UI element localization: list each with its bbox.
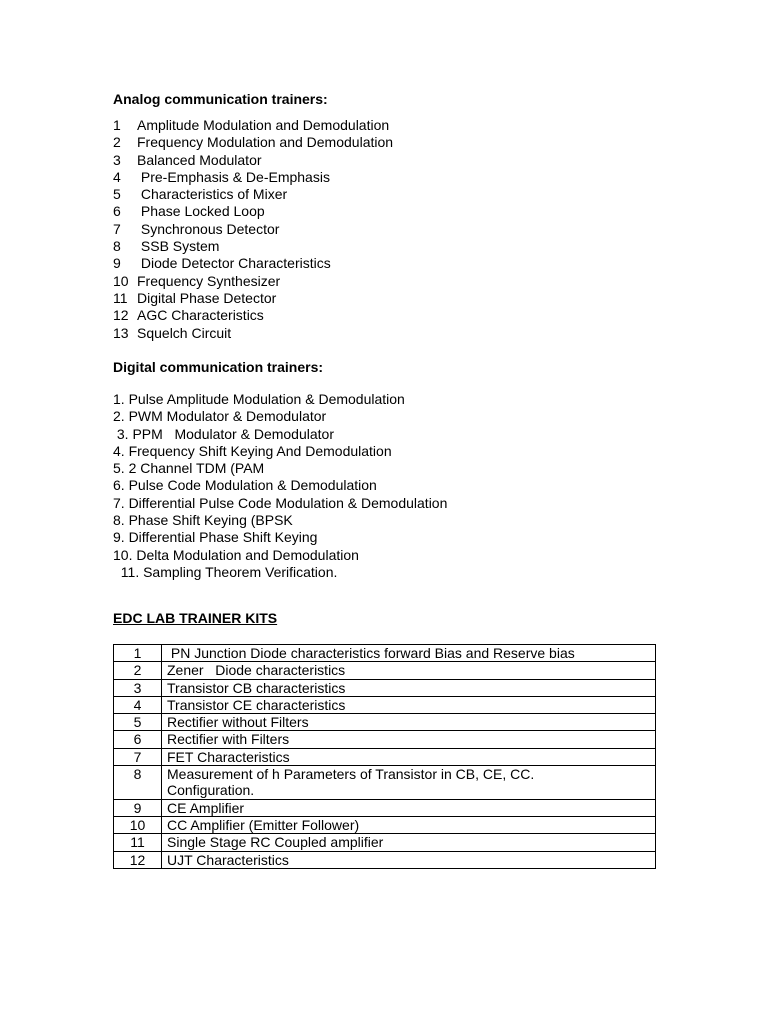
table-row — [114, 766, 656, 800]
item-text: Amplitude Modulation and Demodulation — [137, 117, 390, 133]
list-item — [113, 238, 393, 255]
table-row — [114, 696, 656, 713]
list-item — [113, 307, 393, 324]
item-number: 1 — [113, 117, 121, 133]
list-item — [113, 203, 393, 220]
list-item — [113, 186, 393, 203]
item-number: 10 — [113, 272, 129, 289]
row-description: Zener Diode characteristics — [162, 662, 656, 679]
item-number: 7 — [113, 220, 121, 237]
digital-trainers-list — [113, 391, 447, 581]
row-description-line: Configuration. — [167, 782, 255, 799]
row-description: Rectifier without Filters — [162, 714, 656, 731]
edc-kits-table — [113, 644, 656, 869]
list-item — [113, 273, 393, 290]
item-number: 5 — [113, 186, 121, 203]
item-number: 8 — [113, 238, 121, 255]
table-row — [114, 731, 656, 748]
item-text: Digital Phase Detector — [137, 289, 277, 306]
row-description: UJT Characteristics — [162, 851, 656, 868]
row-number: 7 — [114, 748, 162, 765]
list-item: 9. Differential Phase Shift Keying — [113, 529, 318, 546]
item-number: 3 — [113, 151, 121, 168]
list-item: 7. Differential Pulse Code Modulation & Demodulation — [113, 494, 448, 511]
list-item: 5. 2 Channel TDM (PAM — [113, 460, 265, 477]
item-number: 12 — [113, 307, 129, 324]
item-text: Synchronous Detector — [137, 220, 280, 237]
item-text: Pre-Emphasis & De-Emphasis — [137, 168, 330, 185]
item-text: SSB System — [137, 238, 220, 255]
list-item — [113, 134, 393, 151]
item-number: 13 — [113, 324, 129, 341]
row-description: Rectifier with Filters — [162, 731, 656, 748]
list-item: 2. PWM Modulator & Demodulator — [113, 408, 327, 425]
edc-heading: EDC LAB TRAINER KITS — [113, 610, 278, 626]
table-row — [114, 748, 656, 765]
table-row — [114, 816, 656, 833]
list-item — [113, 255, 393, 272]
table-row — [114, 834, 656, 851]
row-description: Transistor CB characteristics — [162, 679, 656, 696]
item-number: 6 — [113, 203, 121, 220]
row-description: CC Amplifier (Emitter Follower) — [162, 816, 656, 833]
list-item: 8. Phase Shift Keying (BPSK — [113, 512, 293, 529]
list-item — [113, 290, 393, 307]
row-description: PN Junction Diode characteristics forward Bias and Reserve bias — [162, 645, 656, 662]
item-text: Frequency Modulation and Demodulation — [137, 134, 394, 151]
row-number: 8 — [114, 766, 162, 800]
list-item: 10. Delta Modulation and Demodulation — [113, 546, 359, 563]
analog-heading: Analog communication trainers: — [113, 91, 328, 107]
row-description: Single Stage RC Coupled amplifier — [162, 834, 656, 851]
list-item: 3. PPM Modulator & Demodulator — [113, 425, 334, 442]
row-description: Transistor CE characteristics — [162, 696, 656, 713]
table-row — [114, 679, 656, 696]
item-text: Phase Locked Loop — [137, 203, 265, 220]
item-number: 11 — [113, 289, 128, 306]
item-number: 9 — [113, 255, 121, 272]
item-text: Frequency Synthesizer — [137, 272, 281, 289]
row-description — [162, 766, 656, 800]
item-number: 4 — [113, 168, 121, 185]
list-item — [113, 169, 393, 186]
list-item — [113, 221, 393, 238]
row-description: FET Characteristics — [162, 748, 656, 765]
item-text: Diode Detector Characteristics — [137, 255, 331, 272]
list-item: 1. Pulse Amplitude Modulation & Demodulation — [113, 391, 405, 407]
item-text: Characteristics of Mixer — [137, 186, 288, 203]
digital-heading: Digital communication trainers: — [113, 359, 324, 375]
item-text: Balanced Modulator — [137, 151, 262, 168]
list-item: 4. Frequency Shift Keying And Demodulation — [113, 442, 392, 459]
row-number: 9 — [114, 799, 162, 816]
item-number: 2 — [113, 134, 121, 151]
row-number: 4 — [114, 696, 162, 713]
list-item — [113, 117, 393, 134]
row-description-line: Measurement of h Parameters of Transistor in CB, CE, CC. — [167, 766, 535, 783]
table-row — [114, 799, 656, 816]
table-row — [114, 662, 656, 679]
list-item: 11. Sampling Theorem Verification. — [113, 563, 338, 580]
row-number: 2 — [114, 662, 162, 679]
row-number: 11 — [114, 834, 162, 851]
list-item: 6. Pulse Code Modulation & Demodulation — [113, 477, 377, 494]
row-number: 3 — [114, 679, 162, 696]
row-description: CE Amplifier — [162, 799, 656, 816]
item-text: Squelch Circuit — [137, 324, 232, 341]
row-number: 1 — [114, 645, 162, 662]
list-item — [113, 325, 393, 342]
row-number: 10 — [114, 816, 162, 833]
row-number: 6 — [114, 731, 162, 748]
table-row — [114, 714, 656, 731]
item-text: AGC Characteristics — [137, 307, 264, 324]
analog-trainers-list — [113, 117, 393, 342]
row-number: 12 — [114, 851, 162, 868]
table-row — [114, 645, 656, 662]
list-item — [113, 152, 393, 169]
row-number: 5 — [114, 714, 162, 731]
table-row — [114, 851, 656, 868]
